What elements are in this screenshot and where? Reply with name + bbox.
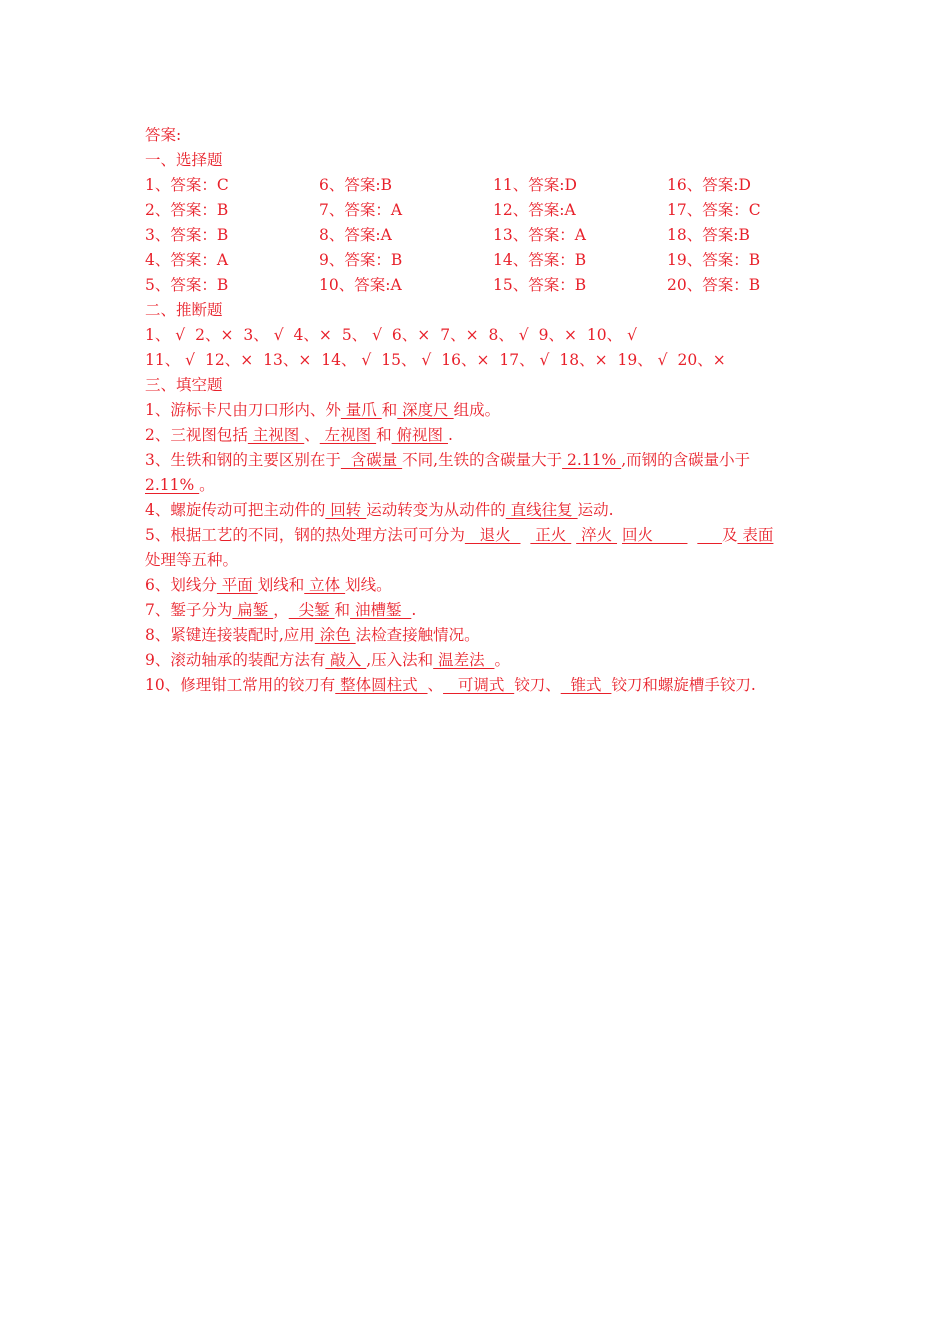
answer-blank: 可调式	[443, 676, 515, 694]
fill-question-2: 2、三视图包括 主视图 、 左视图 和 俯视图 .	[145, 426, 453, 444]
answer-blank: 油槽錾	[350, 601, 412, 619]
choice-answer: 8、答案:A	[319, 226, 392, 244]
answer-blank: 退火	[464, 526, 521, 544]
answer-blank: 深度尺	[397, 401, 454, 419]
answer-blank: 表面	[737, 526, 774, 544]
answer-blank: 淬火	[576, 526, 618, 544]
answer-blank: 直线往复	[505, 501, 578, 519]
fill-question-7: 7、錾子分为 扁錾 ， 尖錾 和 油槽錾 .	[145, 601, 417, 619]
judgement-answer: 3、 √	[243, 326, 284, 344]
choice-answer: 4、答案：A	[145, 251, 229, 269]
answer-blank: 回转	[325, 501, 367, 519]
answer-blank: 扁錾	[232, 601, 274, 619]
judgement-answer: 6、×	[391, 326, 431, 344]
judgement-answer: 19、 √	[617, 351, 668, 369]
section-title-judgement: 二、推断题	[145, 301, 223, 319]
fill-question-10: 10、修理钳工常用的铰刀有 整体圆柱式 、 可调式 铰刀、 锥式 铰刀和螺旋槽手铰刀.	[145, 676, 756, 694]
judgement-answer: 14、 √	[321, 351, 372, 369]
judgement-answer: 9、×	[538, 326, 577, 344]
fill-question-8: 8、紧键连接装配时,应用 涂色 法检查接触情况。	[145, 626, 480, 644]
answer-blank	[697, 526, 722, 544]
judgement-answer: 4、×	[293, 326, 332, 344]
judgement-answer: 8、 √	[488, 326, 529, 344]
section-title-choice: 一、选择题	[145, 151, 223, 169]
choice-answer: 19、答案：B	[667, 251, 761, 269]
answer-blank: 回火	[621, 526, 688, 544]
answer-blank: 尖錾	[288, 601, 335, 619]
choice-answer: 16、答案:D	[667, 176, 751, 194]
fill-question-3: 3、生铁和钢的主要区别在于 含碳量 不同,生铁的含碳量大于 2.11% ,而钢的含碳量小于 2.11% 。	[145, 451, 751, 494]
fill-question-4: 4、螺旋传动可把主动件的 回转 运动转变为从动件的 直线往复 运动.	[145, 501, 614, 519]
answer-blank: 2.11%	[145, 476, 200, 494]
choice-answer: 14、答案：B	[493, 251, 587, 269]
answer-blank: 俯视图	[391, 426, 448, 444]
fill-question-9: 9、滚动轴承的装配方法有 敲入 ,压入法和 温差法 。	[145, 651, 510, 669]
answer-blank: 整体圆柱式	[335, 676, 428, 694]
answer-blank: 温差法	[433, 651, 495, 669]
judgement-answer: 7、×	[440, 326, 479, 344]
choice-answer: 12、答案:A	[493, 201, 576, 219]
judgement-answer: 15、 √	[381, 351, 432, 369]
choice-answer: 17、答案：C	[667, 201, 761, 219]
judgement-answer: 5、 √	[341, 326, 382, 344]
choice-answer: 3、答案：B	[145, 226, 229, 244]
answer-blank: 立体	[304, 576, 346, 594]
choice-answer: 13、答案：A	[493, 226, 586, 244]
answer-blank: 量爪	[340, 401, 382, 419]
section-title-fill: 三、填空题	[145, 376, 223, 394]
answer-blank: 主视图	[247, 426, 305, 444]
judgement-answer: 16、×	[441, 351, 490, 369]
judgement-answer: 2、×	[195, 326, 234, 344]
choice-answer: 2、答案：B	[145, 201, 229, 219]
choice-answer: 9、答案：B	[319, 251, 403, 269]
answer-blank: 2.11%	[562, 451, 622, 469]
answer-blank: 锥式	[560, 676, 612, 694]
answer-header: 答案:	[145, 126, 182, 144]
choice-answer-grid	[145, 173, 810, 298]
fill-question-5: 5、根据工艺的不同，钢的热处理方法可可分为 退火 正火 淬火 回火 及 表面 处理等五种。	[145, 526, 774, 569]
answer-blank: 涂色	[314, 626, 356, 644]
judgement-answer: 20、×	[677, 351, 726, 369]
choice-answer: 1、答案：C	[145, 176, 229, 194]
choice-answer: 7、答案：A	[319, 201, 403, 219]
judgement-answer: 1、 √	[145, 326, 186, 344]
judgement-answer: 18、×	[559, 351, 608, 369]
answer-blank: 正火	[530, 526, 572, 544]
choice-answer: 15、答案：B	[493, 276, 587, 294]
choice-answer: 6、答案:B	[319, 176, 392, 194]
judgement-answer: 11、 √	[145, 351, 196, 369]
choice-answer: 10、答案:A	[319, 276, 402, 294]
fill-question-1: 1、游标卡尺由刀口形内、外 量爪 和 深度尺 组成。	[145, 401, 501, 419]
choice-answer: 11、答案:D	[493, 176, 577, 194]
fill-question-6: 6、划线分 平面 划线和 立体 划线。	[145, 576, 392, 594]
answer-blank: 敲入	[325, 651, 367, 669]
answer-blank: 含碳量	[340, 451, 403, 469]
answer-blank: 左视图	[319, 426, 377, 444]
judgement-answer: 17、 √	[499, 351, 550, 369]
judgement-answer: 12、×	[204, 351, 254, 369]
choice-answer: 18、答案:B	[667, 226, 750, 244]
choice-answer: 5、答案：B	[145, 276, 229, 294]
judgement-answer: 13、×	[263, 351, 312, 369]
answer-content	[145, 123, 810, 698]
answer-blank: 平面	[216, 576, 258, 594]
judgement-row	[145, 323, 810, 348]
choice-answer: 20、答案：B	[667, 276, 761, 294]
judgement-answer: 10、 √	[586, 326, 637, 344]
judgement-row	[145, 348, 810, 373]
